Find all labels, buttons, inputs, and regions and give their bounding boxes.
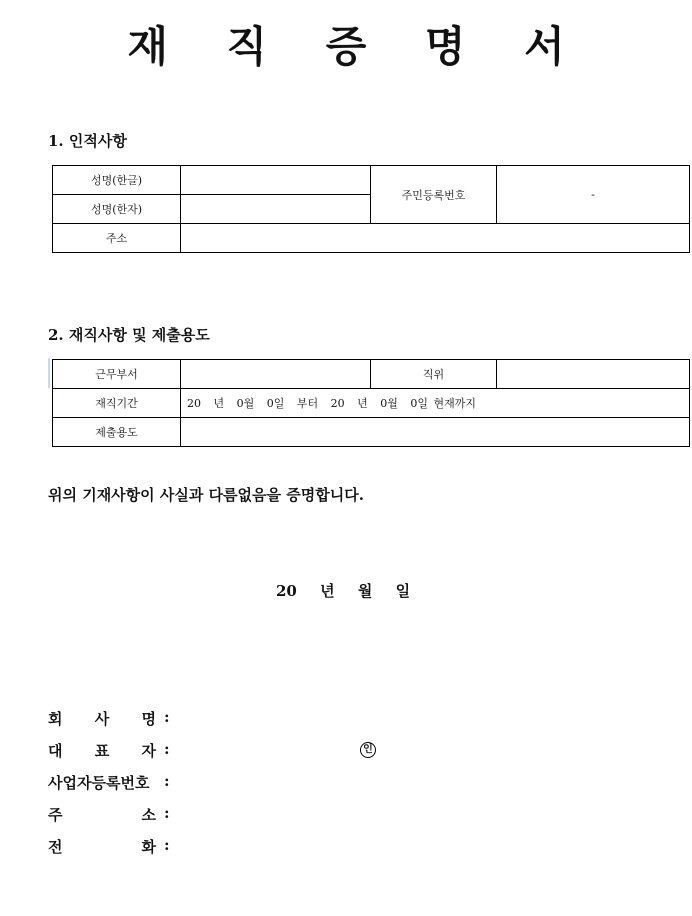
address-label: 주소 xyxy=(53,224,181,253)
period-start-month: 0월 xyxy=(236,397,255,410)
colon: : xyxy=(164,804,170,822)
name-korean-field[interactable] xyxy=(181,166,371,195)
department-label: 근무부서 xyxy=(53,360,181,389)
position-label: 직위 xyxy=(371,360,497,389)
company-name-char: 회 xyxy=(48,710,63,728)
address-field[interactable] xyxy=(181,224,690,253)
company-address-char: 소 xyxy=(141,806,156,824)
purpose-label: 제출용도 xyxy=(53,418,181,447)
company-name-char: 명 xyxy=(141,710,156,728)
period-start-year-unit: 년 xyxy=(213,397,225,410)
phone-char: 화 xyxy=(141,838,156,856)
period-from-word: 부터 xyxy=(296,397,319,410)
issue-date xyxy=(276,580,420,601)
period-field[interactable] xyxy=(181,389,690,418)
colon: : xyxy=(164,708,170,726)
colon: : xyxy=(164,836,170,854)
period-label: 재직기간 xyxy=(53,389,181,418)
phone-label xyxy=(48,836,156,857)
company-name-label xyxy=(48,708,156,729)
period-end-year-prefix: 20 xyxy=(330,397,345,410)
representative-char: 대 xyxy=(48,742,63,760)
resident-number-label: 주민등록번호 xyxy=(371,166,497,224)
seal-mark: 인 xyxy=(360,742,376,758)
date-year-unit: 년 xyxy=(320,582,335,600)
company-address-label xyxy=(48,804,156,825)
phone-char: 전 xyxy=(48,838,63,856)
name-hanja-field[interactable] xyxy=(181,195,371,224)
resident-number-field[interactable]: - xyxy=(497,166,690,224)
personal-info-table xyxy=(52,165,690,253)
business-number-row xyxy=(48,772,170,792)
period-start-day: 0일 xyxy=(266,397,285,410)
employment-info-table xyxy=(52,359,690,447)
date-day-unit: 일 xyxy=(395,582,411,600)
department-field[interactable] xyxy=(181,360,371,389)
colon: : xyxy=(164,772,170,790)
business-number-label: 사업자등록번호 xyxy=(48,774,150,792)
period-end-month: 0월 xyxy=(380,397,398,410)
text-cursor xyxy=(48,358,50,388)
document-title: 재 직 증 명 서 xyxy=(127,22,587,71)
phone-row xyxy=(48,836,170,856)
period-start-year-prefix: 20 xyxy=(187,397,201,410)
date-month-unit: 월 xyxy=(357,582,373,600)
colon: : xyxy=(164,740,170,758)
representative-char: 표 xyxy=(94,742,110,760)
name-korean-label: 성명(한글) xyxy=(53,166,181,195)
date-year-prefix: 20 xyxy=(276,582,297,600)
purpose-field[interactable] xyxy=(181,418,690,447)
company-name-row xyxy=(48,708,170,728)
name-hanja-label: 성명(한자) xyxy=(53,195,181,224)
period-until-now: 현재까지 xyxy=(433,397,477,410)
company-address-char: 주 xyxy=(48,806,63,824)
representative-row xyxy=(48,740,170,760)
company-address-row xyxy=(48,804,170,824)
representative-char: 자 xyxy=(141,742,156,760)
representative-label xyxy=(48,740,156,761)
section1-heading: 1. 인적사항 xyxy=(48,132,127,150)
position-field[interactable] xyxy=(497,360,690,389)
period-end-day: 0일 xyxy=(410,397,429,410)
period-end-year-unit: 년 xyxy=(357,397,368,410)
section2-heading: 2. 재직사항 및 제출용도 xyxy=(48,326,210,344)
company-name-char: 사 xyxy=(94,710,110,728)
certification-statement: 위의 기재사항이 사실과 다름없음을 증명합니다. xyxy=(48,486,364,504)
